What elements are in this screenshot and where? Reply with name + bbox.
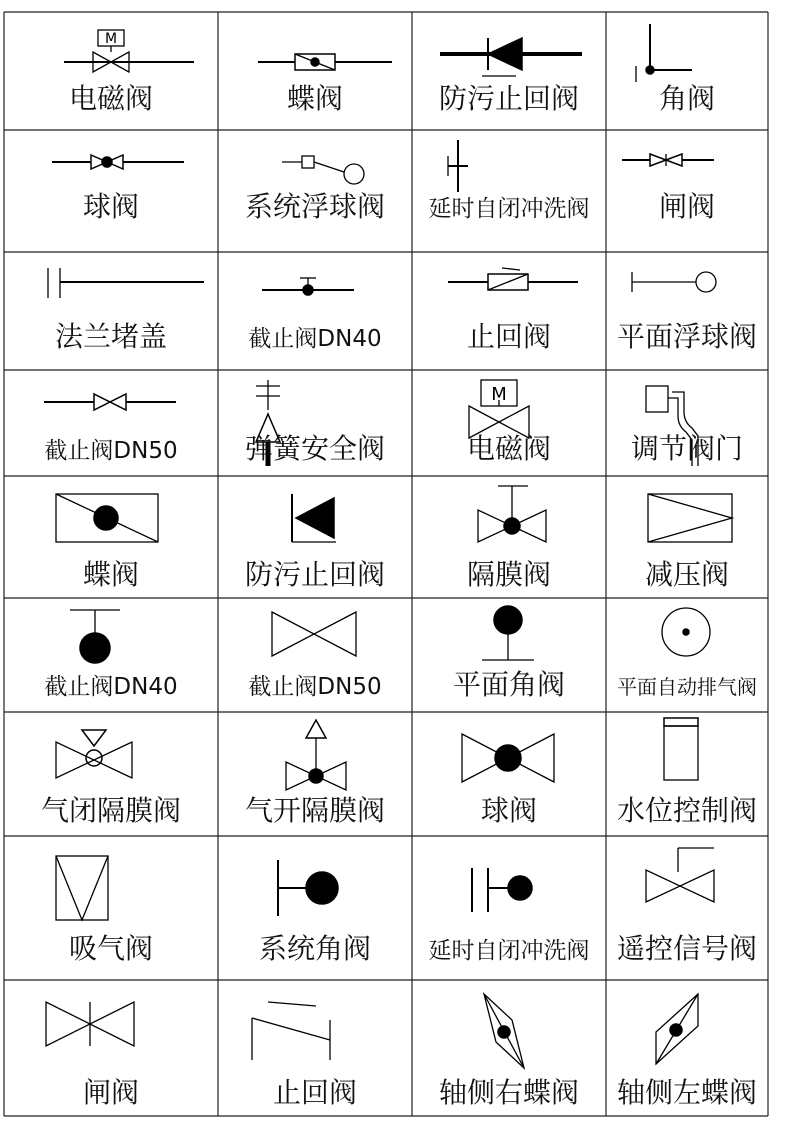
motor-letter: M bbox=[104, 31, 118, 47]
float-ball bbox=[344, 164, 364, 184]
symbol-line bbox=[268, 1002, 316, 1006]
legend-cell bbox=[44, 610, 177, 700]
legend-cell bbox=[636, 24, 715, 115]
diaphragm-valve-icon bbox=[478, 486, 546, 542]
valve-label: 止回阀 bbox=[272, 1076, 358, 1109]
float-ball bbox=[696, 272, 716, 292]
valve-label: 止回阀 bbox=[466, 320, 552, 353]
legend-cell bbox=[448, 268, 578, 353]
valve-label: 闸阀 bbox=[658, 190, 716, 223]
valve-label: 延时自闭冲洗阀 bbox=[428, 196, 590, 222]
valve-body-shape bbox=[646, 870, 714, 902]
valve-label: 延时自闭冲洗阀 bbox=[428, 938, 590, 964]
symbol-line bbox=[314, 162, 344, 172]
legend-cell bbox=[52, 155, 184, 223]
symbol-dot bbox=[646, 66, 654, 74]
solenoid-valve-icon bbox=[469, 380, 529, 438]
valve-label: 调节阀门 bbox=[630, 432, 744, 465]
legend-cell bbox=[245, 720, 385, 827]
valve-label: 截止阀DN50 bbox=[248, 674, 382, 700]
valve-label: 截止阀DN40 bbox=[44, 674, 178, 700]
symbol-dot bbox=[508, 876, 532, 900]
valve-label: 平面浮球阀 bbox=[616, 320, 758, 353]
angle-valve-plan-icon bbox=[482, 606, 534, 660]
angle-valve-icon bbox=[278, 860, 338, 916]
valve-label: 轴侧右蝶阀 bbox=[438, 1076, 580, 1109]
legend-cell bbox=[258, 54, 392, 115]
legend-cell bbox=[56, 856, 153, 965]
legend-cell bbox=[44, 394, 178, 464]
legend-cell bbox=[64, 30, 194, 115]
pressure-reducing-valve-icon bbox=[648, 494, 732, 542]
valve-label: 气闭隔膜阀 bbox=[40, 794, 182, 827]
symbol-line bbox=[252, 1018, 330, 1040]
symbol-dot bbox=[504, 518, 520, 534]
motor-letter: M bbox=[491, 384, 507, 405]
valve-body-shape bbox=[94, 394, 126, 410]
valve-label: 系统浮球阀 bbox=[244, 190, 386, 223]
symbol-box bbox=[648, 494, 732, 542]
symbol-dot bbox=[495, 745, 521, 771]
symbol-triangle bbox=[296, 498, 334, 538]
legend-cell bbox=[245, 380, 385, 466]
valve-label: 轴侧左蝶阀 bbox=[616, 1076, 758, 1109]
valve-label: 法兰堵盖 bbox=[54, 320, 168, 353]
valve-label: 减压阀 bbox=[644, 558, 730, 591]
symbol-triangle bbox=[306, 720, 326, 738]
symbol-dot bbox=[670, 1024, 682, 1036]
symbol-dot bbox=[102, 157, 112, 167]
ball-valve-icon bbox=[462, 734, 554, 782]
legend-cell bbox=[617, 718, 757, 827]
legend-cell bbox=[617, 608, 757, 699]
valve-label: 电磁阀 bbox=[466, 432, 552, 465]
globe-valve-icon bbox=[272, 612, 356, 656]
globe-valve-icon bbox=[262, 278, 354, 295]
symbol-box bbox=[664, 718, 698, 726]
symbol-dot bbox=[309, 769, 323, 783]
legend-cell bbox=[631, 386, 743, 466]
valve-label: 截止阀DN40 bbox=[248, 326, 382, 352]
valve-label: 角阀 bbox=[658, 82, 716, 115]
reducer-wedge bbox=[648, 494, 732, 542]
legend-cell bbox=[606, 836, 757, 965]
remote-signal-valve-icon bbox=[606, 836, 714, 902]
angle-valve-icon bbox=[636, 24, 692, 82]
valve-label: 防污止回阀 bbox=[438, 82, 580, 115]
valve-label: 球阀 bbox=[82, 190, 140, 223]
globe-valve-icon bbox=[70, 610, 120, 663]
check-valve-icon bbox=[252, 1002, 330, 1060]
suction-valve-icon bbox=[56, 856, 108, 920]
valve-label: 球阀 bbox=[480, 794, 538, 827]
symbol-box bbox=[646, 386, 668, 412]
legend-cell bbox=[48, 268, 204, 353]
legend-cell bbox=[429, 140, 590, 222]
symbol-dot bbox=[311, 58, 319, 66]
water-level-control-valve-icon bbox=[664, 718, 698, 780]
symbol-dot bbox=[94, 506, 118, 530]
valve-label: 隔膜阀 bbox=[466, 558, 552, 591]
symbol-dot bbox=[683, 629, 689, 635]
valve-label: 系统角阀 bbox=[258, 932, 372, 965]
legend-cell bbox=[617, 994, 757, 1109]
valve-body-shape bbox=[272, 612, 356, 656]
gate-valve-icon bbox=[46, 1002, 134, 1046]
solenoid-valve-icon bbox=[64, 30, 194, 72]
legend-cell bbox=[462, 734, 554, 827]
symbol-triangle bbox=[488, 38, 522, 70]
legend-cell bbox=[645, 494, 732, 591]
flange-blind-cover-icon bbox=[48, 268, 204, 298]
valve-label: 防污止回阀 bbox=[244, 558, 386, 591]
float-valve-icon bbox=[282, 156, 364, 184]
legend-cell bbox=[453, 606, 565, 701]
symbol-dot bbox=[494, 606, 522, 634]
valve-label: 平面自动排气阀 bbox=[617, 675, 757, 699]
valve-label: 平面角阀 bbox=[452, 668, 566, 701]
auto-air-vent-plan-icon bbox=[662, 608, 710, 656]
legend-cell bbox=[617, 272, 757, 353]
valve-label: 电磁阀 bbox=[68, 82, 154, 115]
symbol-box bbox=[302, 156, 314, 168]
symbol-dot bbox=[498, 1026, 510, 1038]
symbol-box bbox=[664, 726, 698, 780]
legend-cell bbox=[245, 494, 385, 591]
globe-valve-icon bbox=[44, 394, 176, 410]
suction-wedge bbox=[56, 856, 108, 920]
valve-label: 蝶阀 bbox=[82, 558, 140, 591]
butterfly-valve-icon bbox=[258, 54, 392, 70]
valve-label: 吸气阀 bbox=[68, 932, 154, 965]
legend-cell bbox=[56, 494, 158, 591]
legend-cell bbox=[259, 860, 371, 965]
legend-cell bbox=[252, 1002, 357, 1109]
legend-cell bbox=[622, 154, 715, 223]
legend-cell bbox=[429, 868, 590, 964]
symbol-triangle bbox=[82, 730, 106, 746]
symbol-line bbox=[502, 268, 520, 270]
valve-label: 弹簧安全阀 bbox=[244, 432, 386, 465]
butterfly-valve-icon bbox=[56, 494, 158, 542]
symbol-dot bbox=[306, 872, 338, 904]
legend-cell bbox=[439, 994, 579, 1109]
time-delay-flush-valve-icon bbox=[448, 140, 468, 192]
valve-label: 水位控制阀 bbox=[616, 794, 758, 827]
air-open-diaphragm-valve-icon bbox=[286, 720, 346, 790]
float-valve-plan-icon bbox=[632, 272, 716, 292]
axonometric-left-butterfly-valve-icon bbox=[656, 994, 698, 1064]
backflow-preventer-icon bbox=[440, 38, 582, 76]
valve-label: 蝶阀 bbox=[286, 82, 344, 115]
check-valve-icon bbox=[448, 268, 578, 290]
gate-valve-icon bbox=[622, 154, 714, 166]
legend-cell bbox=[46, 1002, 139, 1109]
legend-cell bbox=[467, 380, 551, 465]
legend-cell bbox=[439, 38, 582, 115]
symbol-box bbox=[56, 856, 108, 920]
ball-valve-icon bbox=[52, 155, 184, 169]
legend-cell bbox=[248, 278, 381, 352]
table-cells bbox=[41, 24, 757, 1109]
valve-label: 截止阀DN50 bbox=[44, 438, 178, 464]
legend-cell bbox=[245, 156, 385, 223]
legend-cell bbox=[467, 486, 551, 591]
backflow-preventer-icon bbox=[292, 494, 336, 542]
legend-cell bbox=[248, 612, 381, 700]
axonometric-right-butterfly-valve-icon bbox=[484, 994, 524, 1068]
air-close-diaphragm-valve-icon bbox=[56, 730, 132, 778]
legend-cell bbox=[41, 730, 181, 827]
valve-label: 闸阀 bbox=[82, 1076, 140, 1109]
valve-body-shape bbox=[56, 742, 132, 778]
symbol-dot bbox=[80, 633, 110, 663]
valve-label: 气开隔膜阀 bbox=[244, 794, 386, 827]
time-delay-flush-valve-icon bbox=[472, 868, 532, 912]
valve-label: 遥控信号阀 bbox=[616, 932, 758, 965]
